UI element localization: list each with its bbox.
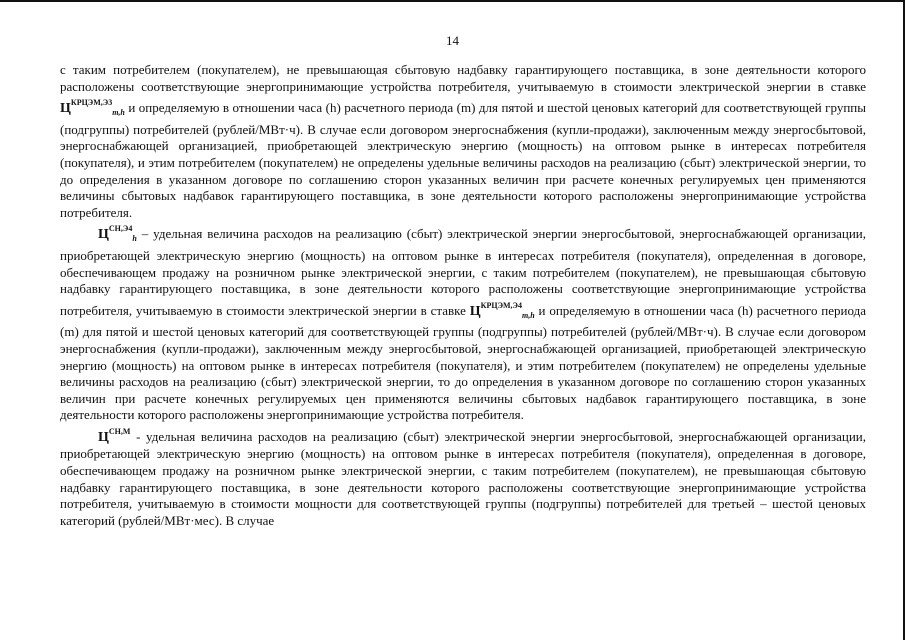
formula-superscript: КРЦЭМ,Э4 <box>480 300 522 310</box>
paragraph-text: – удельная величина расходов на реализацию (сбыт) электрической энергии энергосбытовой, энергоснабжающей организации, приобретающей электрическую энергию (мощность) на оптовом рынке в интересах потребителя (покупателя), определенная в договоре, обеспечивающем продажу на розничном рынке электрической энергии, с таким потребителем (покупателем), не превышающая сбытовую надбавку гарантирующего поставщика, в зоне деятельности которого расположены соответствующие энергопринимающие устройства потребителя, учитываемую в стоимости электрической энергии в ставке <box>60 226 866 318</box>
paragraph-text: - удельная величина расходов на реализацию (сбыт) электрической энергии энергосбытовой, энергоснабжающей организации, приобретающей электрическую энергию (мощность) на оптовом рынке в интересах потребителя (покупателя), определенная в договоре, обеспечивающем продажу на розничном рынке электрической энергии, с таким потребителем (покупателем), не превышающая сбытовую надбавку гарантирующего поставщика, в зоне деятельности которого расположены соответствующие энергопринимающие устройства потребителя, учитываемую в стоимости мощности для соответствующей группы (подгруппы) потребителей для третьей – шестой ценовых категорий (рублей/МВт·мес). В случае <box>60 428 866 528</box>
formula-symbol-sn-e4 <box>98 224 137 244</box>
formula-base: Ц <box>98 227 109 243</box>
formula-symbol-krcem-e4 <box>469 300 535 320</box>
formula-superscript: СН,М <box>108 426 131 436</box>
formula-base: Ц <box>98 429 109 445</box>
formula-symbol-krcem-e3 <box>60 98 125 118</box>
paragraph-definition-sn-m <box>60 424 866 530</box>
paragraph-definition-sn-e4 <box>60 221 866 424</box>
formula-subscript: m,h <box>521 310 535 320</box>
formula-subscript: m,h <box>112 108 125 118</box>
formula-base: Ц <box>469 303 481 319</box>
document-body <box>60 62 866 529</box>
page-number: 14 <box>446 33 459 48</box>
paragraph-continuation <box>60 62 866 221</box>
formula-symbol-sn-m <box>98 426 131 445</box>
scan-border-top <box>0 0 905 2</box>
paragraph-text: и определяемую в отношении часа (h) расчетного периода (m) для пятой и шестой ценовых категорий для соответствующей группы (подгруппы) потребителей (рублей/МВт·ч). В случае если договором энергоснабжения (купли-продажи), заключенным между энергосбытовой, энергоснабжающей организацией, приобретающей электрическую энергию (мощность) на оптовом рынке в интересах потребителя (покупателя), и этим потребителем (покупателем) не определены удельные величины расходов на реализацию (сбыт) электрической энергии, то до определения в указанном договоре по соглашению сторон указанных величин при расчете конечных регулируемых цен применяются величины сбытовых надбавок гарантирующего поставщика, в зоне деятельности которого расположены энергопринимающие устройства потребителя. <box>60 302 866 423</box>
paragraph-text: с таким потребителем (покупателем), не превышающая сбытовую надбавку гарантирующего поставщика, в зоне деятельности которого расположены соответствующие энергопринимающие устройства потребителя, учитываемую в стоимости электрической энергии в ставке <box>60 62 866 94</box>
paragraph-text: и определяемую в отношении часа (h) расчетного периода (m) для пятой и шестой ценовых категорий для соответствующей группы (подгруппы) потребителей (рублей/МВт·ч). В случае если договором энергоснабжения (купли-продажи), заключенным между энергосбытовой, энергоснабжающей организацией, приобретающей электрическую энергию (мощность) на оптовом рынке в интересах потребителя (покупателя), и этим потребителем (покупателем) не определены удельные величины расходов на реализацию (сбыт) электрической энергии, то до определения в указанном договоре по соглашению сторон указанных величин при расчете конечных регулируемых цен применяются величины сбытовых надбавок гарантирующего поставщика, в зоне деятельности которого расположены энергопринимающие устройства потребителя. <box>60 100 866 220</box>
formula-superscript: СН,Э4 <box>108 224 133 234</box>
formula-superscript: КРЦЭМ,Э3 <box>70 98 113 108</box>
formula-base: Ц <box>60 101 71 117</box>
formula-subscript: h <box>132 234 137 244</box>
